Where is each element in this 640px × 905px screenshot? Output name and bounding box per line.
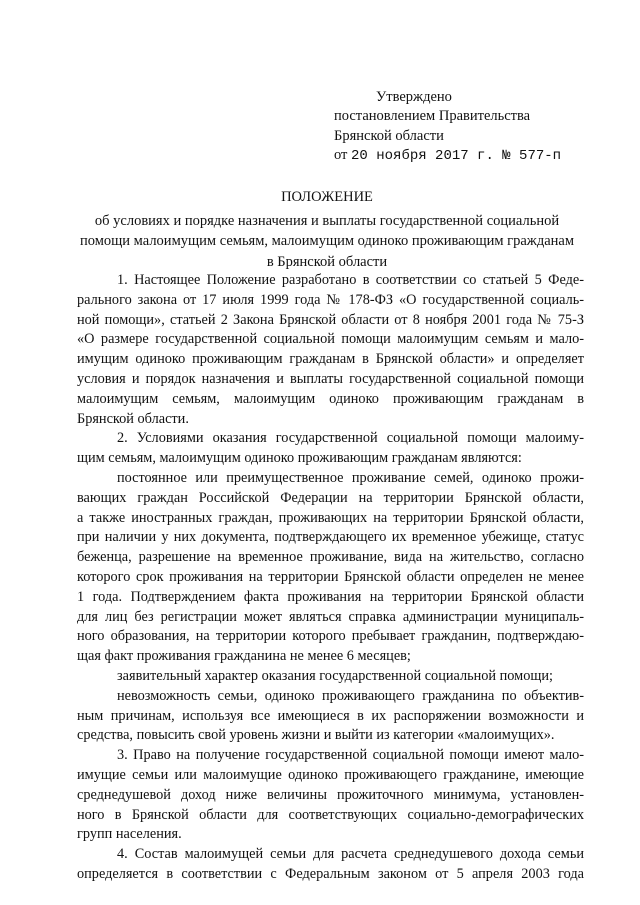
approval-date-prefix: от [334, 147, 348, 164]
document-subtitle-line: помощи малоимущим семьям, малоимущим одиноко проживающим гражданам [79, 233, 575, 249]
paragraph-line: Брянской области. [77, 410, 189, 427]
document-subtitle-line: в Брянской области [266, 253, 388, 270]
document-subtitle-line: об условиях и порядке назначения и выплаты государственной социальной [94, 212, 560, 229]
paragraph-line: невозможность семьи, одиноко проживающего гражданина по объектив- [117, 687, 584, 704]
paragraph-line: ной помощи», статьей 2 Закона Брянской области от 8 ноября 2001 года № 75-З [77, 311, 584, 328]
approval-stamp [334, 88, 624, 167]
approval-date-value: 20 ноября 2017 г. № 577-п [351, 148, 562, 165]
paragraph [77, 271, 584, 429]
approval-date-line [334, 146, 624, 166]
paragraph [77, 845, 584, 885]
paragraph-line: 3. Право на получение государственной социальной помощи имеют мало- [117, 747, 584, 764]
paragraph-line: ного в Брянской области для соответствующих социально-демографических [77, 806, 584, 823]
paragraph [77, 469, 584, 667]
paragraph-line: «О размере государственной социальной помощи малоимущим семьям и мало- [77, 331, 584, 348]
paragraph [77, 667, 584, 687]
paragraph-line: щая факт проживания гражданина не менее 6 месяцев; [77, 648, 411, 665]
paragraph-line: рального закона от 17 июля 1999 года № 178-ФЗ «О государственной социаль- [77, 291, 584, 308]
paragraph-line: 2. Условиями оказания государственной социальной помощи малоиму- [117, 430, 584, 447]
paragraph-line: ного образования, на территории которого пребывает гражданин, подтверждаю- [77, 628, 584, 645]
document-body [77, 271, 584, 885]
paragraph-line: групп населения. [77, 826, 182, 843]
paragraph-line: беженца, разрешение на временное проживание, вида на жительство, согласно [77, 549, 584, 566]
paragraph-line: а также иностранных граждан, проживающих на территории Брянской области, [77, 509, 584, 526]
paragraph-line: ным причинам, используя все имеющиеся в их распоряжении возможности и [77, 707, 584, 724]
paragraph-line: малоимущим семьям, малоимущим одиноко проживающим гражданам в [77, 390, 584, 407]
paragraph-line: щим семьям, малоимущим одиноко проживающим гражданам являются: [77, 450, 522, 467]
paragraph-line: заявительный характер оказания государственной социальной помощи; [117, 667, 554, 684]
paragraph [77, 687, 584, 746]
paragraph-line: среднедушевой доход ниже величины прожиточного минимума, установлен- [77, 786, 584, 803]
paragraph-line: 1. Настоящее Положение разработано в соответствии со статьей 5 Феде- [117, 272, 584, 288]
paragraph [77, 429, 584, 469]
document-heading [70, 187, 584, 272]
paragraph-line: постоянное или преимущественное проживание семей, одиноко прожи- [117, 469, 584, 486]
approval-line: постановлением Правительства [334, 108, 531, 125]
document-title: ПОЛОЖЕНИЕ [281, 189, 373, 205]
paragraph-line: имущим одиноко проживающим гражданам в Брянской области» и определяет [77, 351, 584, 368]
paragraph-line: имущие семьи или малоимущие одиноко проживающего гражданине, имеющие [77, 766, 584, 783]
paragraph-line: которого срок проживания на территории Брянской области определен не менее [77, 568, 584, 585]
paragraph-line: для лиц без регистрации может являться справка администрации муниципаль- [77, 608, 584, 625]
paragraph-line: определяется в соответствии с Федеральным законом от 5 апреля 2003 года [77, 865, 584, 882]
paragraph-line: 4. Состав малоимущей семьи для расчета среднедушевого дохода семьи [117, 846, 584, 863]
approval-line: Брянской области [334, 127, 444, 144]
approval-line: Утверждено [376, 89, 452, 105]
paragraph-line: вающих граждан Российской Федерации на территории Брянской области, [77, 489, 584, 506]
paragraph-line: средства, повысить свой уровень жизни и выйти из категории «малоимущих». [77, 727, 555, 744]
paragraph [77, 746, 584, 845]
paragraph-line: при наличии у них документа, подтверждающего их временное убежище, статус [77, 529, 584, 546]
paragraph-line: условия и порядок назначения и выплаты государственной социальной помощи [77, 370, 584, 387]
paragraph-line: 1 года. Подтверждением факта проживания на территории Брянской области [77, 588, 584, 605]
